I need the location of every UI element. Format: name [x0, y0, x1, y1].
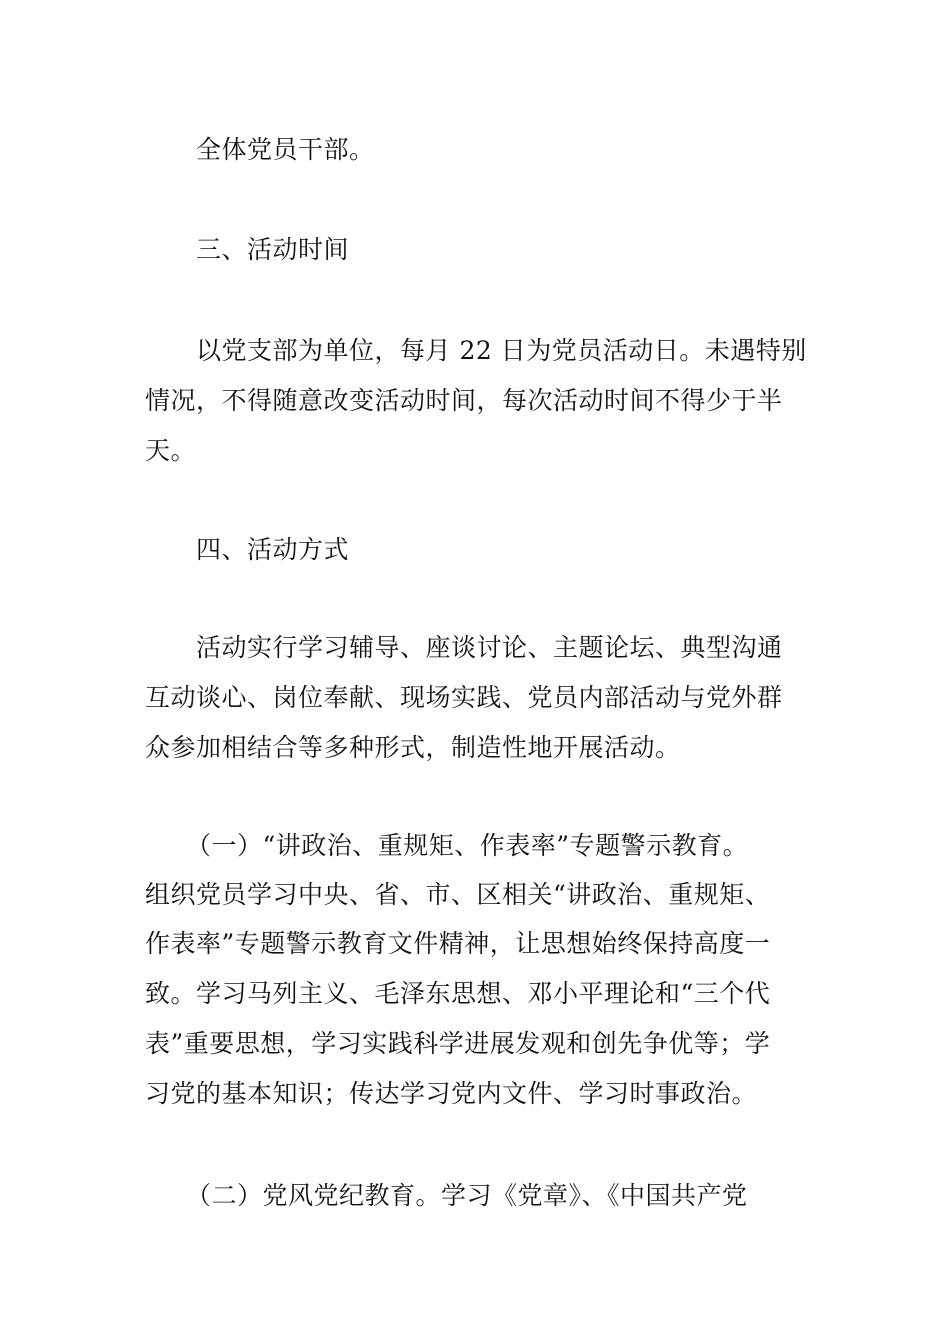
- paragraph-line: 习党的基本知识；传达学习党内文件、学习时事政治。: [145, 1079, 758, 1108]
- paragraph-line: 作表率”专题警示教育文件精神，让思想始终保持高度一: [145, 929, 771, 958]
- paragraph-line: 表”重要思想，学习实践科学进展发观和创先争优等；学: [145, 1029, 771, 1058]
- paragraph-line: 活动实行学习辅导、座谈讨论、主题论坛、典型沟通: [196, 633, 783, 662]
- section-heading-activity-method: 四、活动方式: [196, 535, 350, 564]
- subsection-heading-1: （一）“讲政治、重规矩、作表率”专题警示教育。: [186, 831, 749, 860]
- paragraph-line: 众参加相结合等多种形式，制造性地开展活动。: [145, 733, 681, 762]
- paragraph-line: 互动谈心、岗位奉献、现场实践、党员内部活动与党外群: [145, 683, 783, 712]
- paragraph-line: 全体党员干部。: [196, 135, 375, 164]
- subsection-heading-2: （二）党风党纪教育。学习《党章》、《中国共产党: [186, 1181, 748, 1210]
- paragraph-line: 组织党员学习中央、省、市、区相关“讲政治、重规矩、: [145, 880, 771, 909]
- paragraph-line: 以党支部为单位，每月 22 日为党员活动日。未遇特别: [196, 336, 807, 365]
- section-heading-activity-time: 三、活动时间: [196, 235, 350, 264]
- paragraph-line: 致。学习马列主义、毛泽东思想、邓小平理论和“三个代: [145, 979, 771, 1008]
- paragraph-line: 天。: [145, 436, 197, 465]
- paragraph-line: 情况，不得随意改变活动时间，每次活动时间不得少于半: [145, 386, 783, 415]
